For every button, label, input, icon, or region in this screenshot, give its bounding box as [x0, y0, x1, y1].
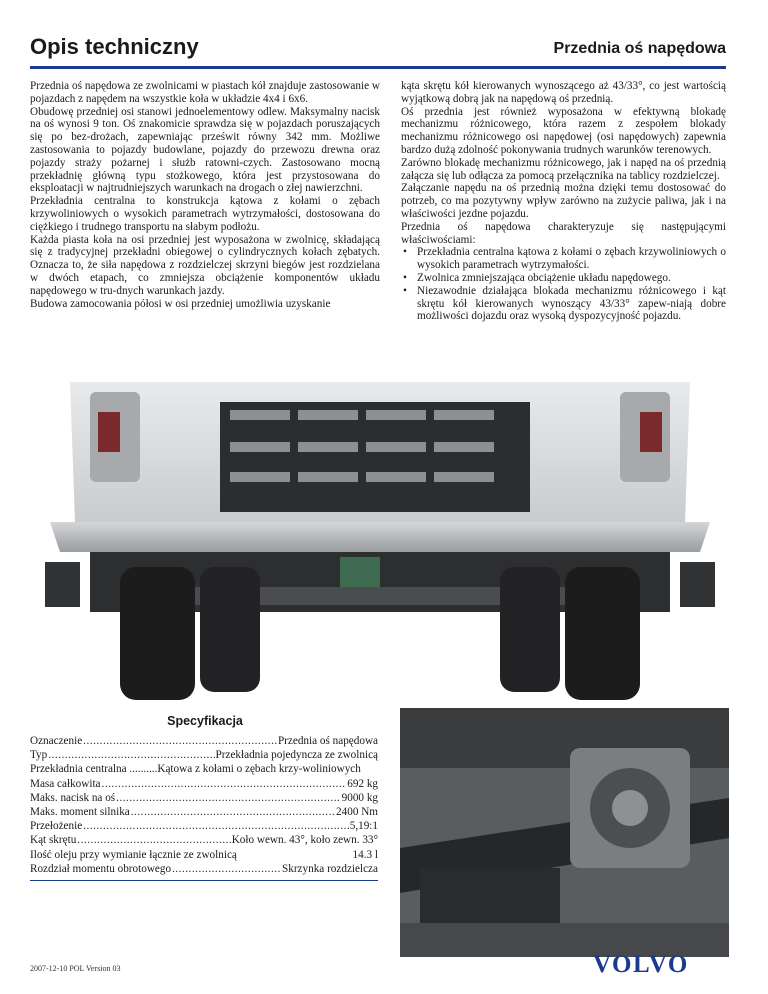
paragraph: kąta skrętu kół kierowanych wynoszącego aż 43/33°, co jest wartością wyjątkową dobrą jak na napędową oś przednią. [401, 80, 726, 105]
spec-value: Przednia oś napędowa [277, 735, 378, 747]
spec-value: Skrzynka rozdzielcza [282, 862, 378, 875]
spec-label: Przełożenie [30, 820, 83, 833]
list-item: • Przekładnia centralna kątowa z kołami o zębach krzywoliniowych o wysokich parametrach wytrzymałości. [417, 246, 726, 272]
axle-closeup-photo [400, 708, 729, 957]
truck-front-axle-photo [30, 372, 729, 700]
spec-value: Przekładnia pojedyncza ze zwolnicą [215, 749, 378, 762]
spec-list [30, 734, 378, 876]
spec-row [30, 791, 378, 805]
header-rule [30, 66, 726, 69]
spec-label: Kąt skrętu [30, 834, 77, 847]
spec-value: 14.3 l [352, 848, 378, 861]
spec-label: Oznaczenie [30, 735, 83, 747]
list-item: • Niezawodnie działająca blokada mechanizmu różnicowego i kąt skrętu kół kierowanych wynoszący 43/33° zapew-niają dobre możliwości dojazdu oraz wysoką dyspozycyjność pojazdu. [417, 285, 726, 323]
paragraph: Zarówno blokadę mechanizmu różnicowego, jak i napęd na oś przednią załącza się lub odłącza za pomocą przełącznika na tablicy rozdzielczej. [401, 156, 726, 182]
spec-row [30, 734, 378, 748]
spec-row [30, 777, 378, 791]
spec-row [30, 848, 378, 862]
right-text-column [401, 80, 726, 323]
features-list [401, 246, 726, 323]
paragraph: Oś przednia jest również wyposażona w efektywną blokadę mechanizmu różnicowego, która razem z zespołem blokady mechanizmu różnicowego osi napędowej (osi napędowych) zapewnia bardzo dużą zdolność pokonywania trudnych warunków terenowych. [401, 105, 726, 156]
spec-row: Przekładnia centralna ..........Kątowa z kołami o zębach krzy-woliniowych [30, 763, 361, 776]
spec-label: Przekładnia centralna [30, 763, 130, 776]
spec-row [30, 862, 378, 876]
paragraph: Obudowę przedniej osi stanowi jednoelementowy odlew. Maksymalny nacisk na oś wynosi 9 ton. Oś znakomicie sprawdza się w pojazdach poruszających się po bez-drożach, zapewniając prześwit równy 342 mm. Możliwe zastosowania to pojazdy budowlane, pojazdy do przewozu drewna oraz pojazdy straży pożarnej i służb ratowni-czych. Zastosowano mocną przekładnię główną typu stożkowego, która jest przystosowana do eksploatacji w najtrudniejszych warunkach na drogach o złej nawierzchni. [30, 105, 380, 195]
spec-value: 2400 Nm [336, 806, 378, 819]
spec-label: Masa całkowita [30, 777, 101, 790]
left-text-column [30, 80, 380, 310]
version-footer: 2007-12-10 POL Version 03 [30, 964, 121, 973]
spec-label: Typ [30, 749, 48, 762]
page-title: Opis techniczny [30, 34, 199, 59]
spec-value: 9000 kg [341, 791, 378, 804]
paragraph: Budowa zamocowania półosi w osi przedniej umożliwia uzyskanie [30, 297, 331, 310]
section-title: Przednia oś napędowa [553, 40, 726, 57]
paragraph: Przednia oś napędowa charakteryzuje się następującymi właściwościami: [401, 220, 726, 246]
spec-value: 692 kg [347, 777, 378, 790]
spec-label: Maks. nacisk na oś [30, 791, 116, 804]
spec-row [30, 805, 378, 819]
paragraph: Przednia oś napędowa ze zwolnicami w piastach kół znajduje zastosowanie w pojazdach z napędem na wszystkie koła w układzie 4x4 i 6x6. [30, 80, 380, 105]
paragraph: Każda piasta koła na osi przedniej jest wyposażona w zwolnicę, składającą się z tradycyjnej przekładni obiegowej o cylindrycznych kołach zębatych. Oznacza to, że siła napędowa z rozdzielczej skrzyni biegów jest rozdzielana w dwóch etapach, co zmniejsza obciążenie komponentów układu napędowego w tru-dnych warunkach jazdy. [30, 233, 380, 297]
spec-label: Maks. moment silnika [30, 806, 130, 819]
spec-row [30, 748, 378, 762]
spec-label: Ilość oleju przy wymianie łącznie ze zwolnicą [30, 848, 237, 861]
list-item: • Zwolnica zmniejszająca obciążenie układu napędowego. [417, 272, 726, 285]
paragraph: Przekładnia centralna to konstrukcja kątowa z kołami o zębach krzywoliniowych o wysokich parametrach wytrzymałości, dostosowana do ciężkiego i trudnego transportu na słabym podłożu. [30, 195, 380, 233]
volvo-logo: VOLVO [593, 951, 689, 978]
spec-value: Kątowa z kołami o zębach krzy-woliniowych [157, 763, 361, 776]
spec-rule [30, 880, 378, 881]
paragraph: Załączanie napędu na oś przednią można dzięki temu dostosować do potrzeb, co ma pozytywny wpływ zarówno na zużycie paliwa, jak i na właściwości jezdne pojazdu. [401, 182, 726, 220]
spec-row [30, 833, 378, 847]
spec-row [30, 819, 378, 833]
spec-value: Koło wewn. 43°, koło zewn. 33° [231, 834, 378, 847]
spec-title: Specyfikacja [167, 714, 243, 728]
spec-label: Rozdział momentu obrotowego [30, 862, 172, 875]
spec-value: 5,19:1 [349, 820, 378, 833]
